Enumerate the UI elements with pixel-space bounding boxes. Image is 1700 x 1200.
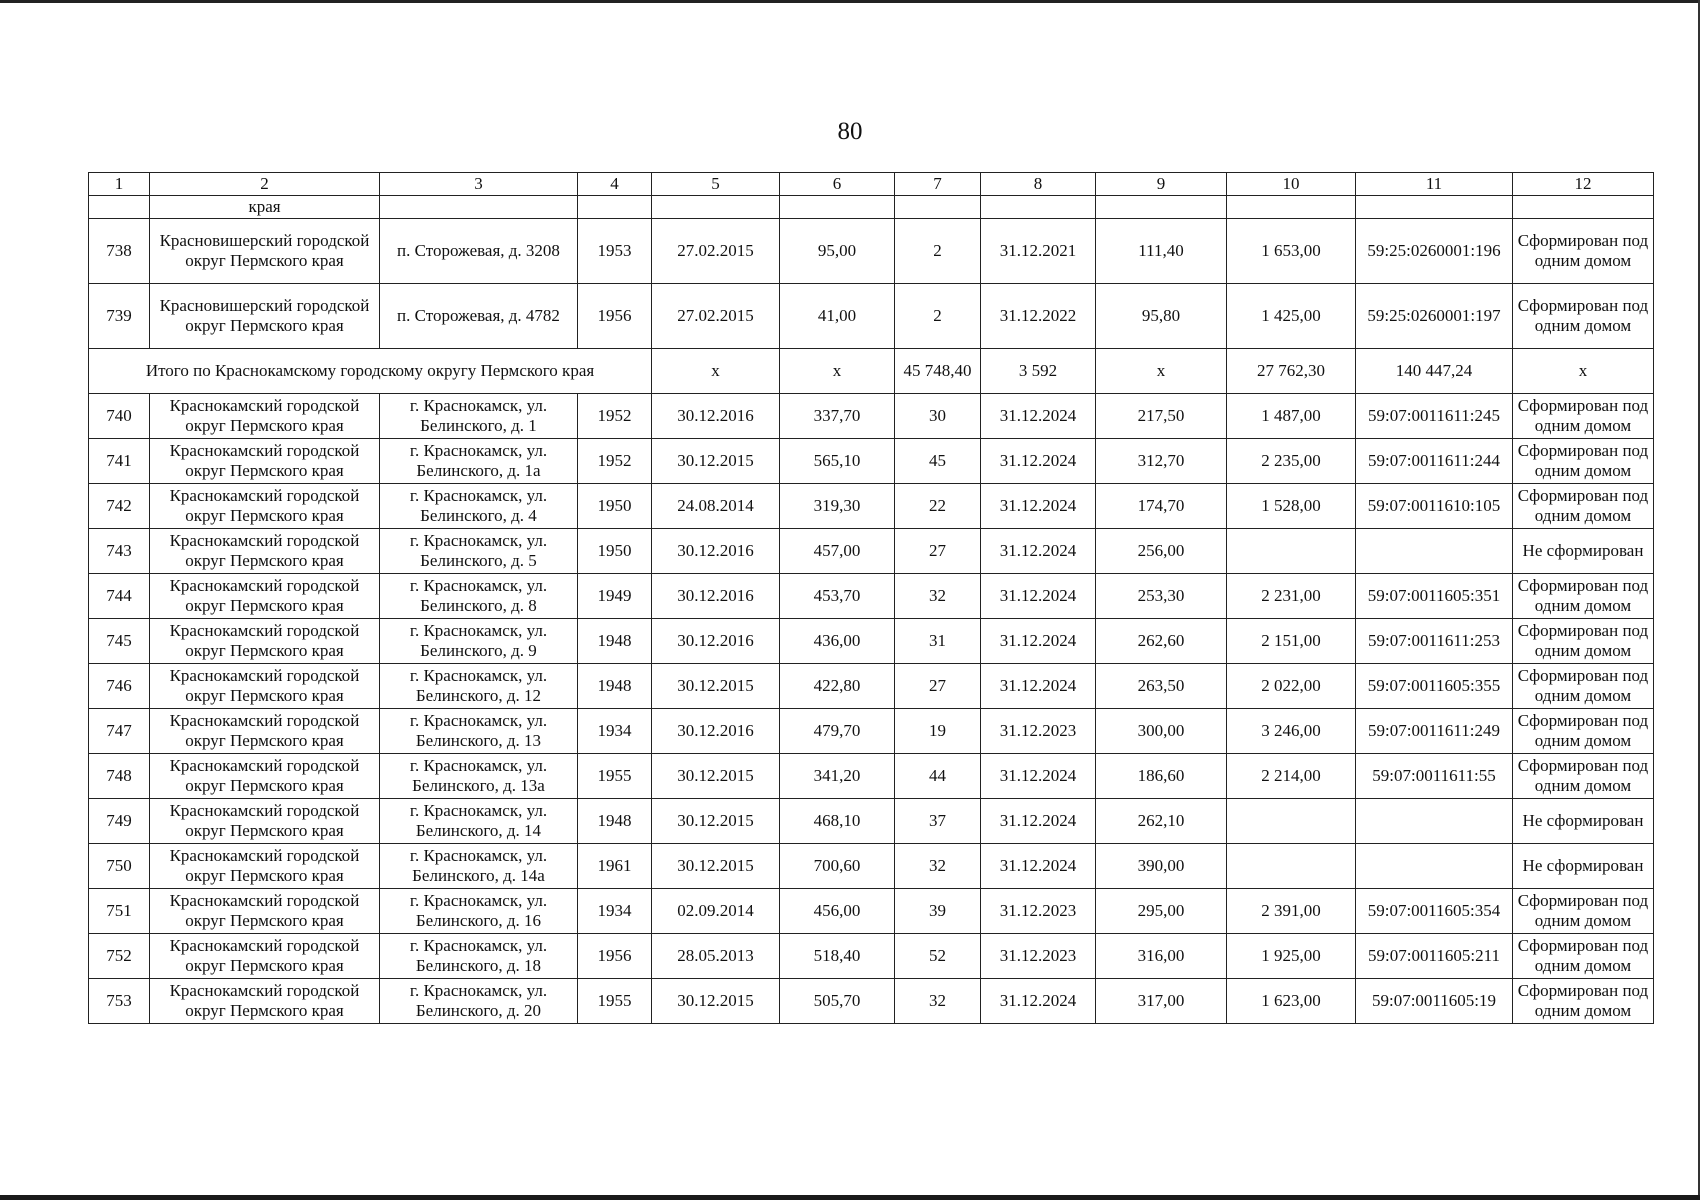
- table-row: [89, 934, 1654, 979]
- table-row: [89, 979, 1654, 1024]
- header-cell: 9: [1096, 173, 1227, 196]
- deadline-cell: 31.12.2024: [981, 844, 1096, 889]
- area-cell: 505,70: [780, 979, 895, 1024]
- cadastral-number-cell: 59:07:0011605:211: [1356, 934, 1513, 979]
- row-number: 751: [89, 889, 150, 934]
- row-number: 742: [89, 484, 150, 529]
- municipality-cell: Краснокамский городской округ Пермского края: [150, 889, 380, 934]
- land-area-cell: 2 214,00: [1227, 754, 1356, 799]
- area2-cell: 317,00: [1096, 979, 1227, 1024]
- people-cell: 27: [895, 529, 981, 574]
- year-cell: 1956: [578, 934, 652, 979]
- area-cell: 341,20: [780, 754, 895, 799]
- people-cell: 22: [895, 484, 981, 529]
- municipality-cell: Краснокамский городской округ Пермского края: [150, 934, 380, 979]
- area2-cell: 262,10: [1096, 799, 1227, 844]
- continuation-row: [89, 196, 1654, 219]
- area2-cell: 312,70: [1096, 439, 1227, 484]
- table-row: [89, 284, 1654, 349]
- row-number: 752: [89, 934, 150, 979]
- address-cell: г. Краснокамск, ул. Белинского, д. 13а: [380, 754, 578, 799]
- row-number: 740: [89, 394, 150, 439]
- deadline-cell: 31.12.2024: [981, 484, 1096, 529]
- row-number: 747: [89, 709, 150, 754]
- municipality-cell: Краснокамский городской округ Пермского края: [150, 529, 380, 574]
- date-cell: 28.05.2013: [652, 934, 780, 979]
- date-cell: 30.12.2015: [652, 439, 780, 484]
- area2-cell: 186,60: [1096, 754, 1227, 799]
- year-cell: 1950: [578, 484, 652, 529]
- people-cell: 27: [895, 664, 981, 709]
- table-row: [89, 219, 1654, 284]
- table-row: [89, 709, 1654, 754]
- deadline-cell: 31.12.2023: [981, 934, 1096, 979]
- municipality-cell: Краснокамский городской округ Пермского края: [150, 574, 380, 619]
- total-cell: x: [1513, 349, 1654, 394]
- land-area-cell: 1 925,00: [1227, 934, 1356, 979]
- deadline-cell: 31.12.2024: [981, 664, 1096, 709]
- municipality-cell: Краснокамский городской округ Пермского края: [150, 709, 380, 754]
- total-cell: x: [652, 349, 780, 394]
- cadastral-number-cell: 59:07:0011610:105: [1356, 484, 1513, 529]
- land-area-cell: 2 151,00: [1227, 619, 1356, 664]
- total-area2: 27 762,30: [1227, 349, 1356, 394]
- land-area-cell: 2 235,00: [1227, 439, 1356, 484]
- address-cell: г. Краснокамск, ул. Белинского, д. 20: [380, 979, 578, 1024]
- year-cell: 1950: [578, 529, 652, 574]
- address-cell: г. Краснокамск, ул. Белинского, д. 18: [380, 934, 578, 979]
- date-cell: 30.12.2016: [652, 709, 780, 754]
- address-cell: п. Сторожевая, д. 3208: [380, 219, 578, 284]
- total-people: 3 592: [981, 349, 1096, 394]
- total-area: 45 748,40: [895, 349, 981, 394]
- people-cell: 2: [895, 284, 981, 349]
- year-cell: 1949: [578, 574, 652, 619]
- cadastral-number-cell: 59:07:0011605:19: [1356, 979, 1513, 1024]
- total-cell: x: [780, 349, 895, 394]
- year-cell: 1952: [578, 394, 652, 439]
- deadline-cell: 31.12.2024: [981, 799, 1096, 844]
- header-cell: 11: [1356, 173, 1513, 196]
- people-cell: 31: [895, 619, 981, 664]
- date-cell: 30.12.2015: [652, 664, 780, 709]
- year-cell: 1948: [578, 619, 652, 664]
- municipality-cell: Красновишерский городской округ Пермского края: [150, 284, 380, 349]
- deadline-cell: 31.12.2024: [981, 394, 1096, 439]
- date-cell: 30.12.2016: [652, 574, 780, 619]
- area-cell: 422,80: [780, 664, 895, 709]
- status-cell: Сформирован под одним домом: [1513, 979, 1654, 1024]
- people-cell: 45: [895, 439, 981, 484]
- municipality-cell: Краснокамский городской округ Пермского края: [150, 439, 380, 484]
- cadastral-number-cell: [1356, 799, 1513, 844]
- area2-cell: 253,30: [1096, 574, 1227, 619]
- total-row: [89, 349, 1654, 394]
- area2-cell: 262,60: [1096, 619, 1227, 664]
- row-number: 739: [89, 284, 150, 349]
- status-cell: Не сформирован: [1513, 529, 1654, 574]
- row-number: 750: [89, 844, 150, 889]
- table-row: [89, 439, 1654, 484]
- people-cell: 32: [895, 574, 981, 619]
- address-cell: г. Краснокамск, ул. Белинского, д. 14а: [380, 844, 578, 889]
- scan-edge-top: [0, 0, 1700, 3]
- land-area-cell: 2 231,00: [1227, 574, 1356, 619]
- status-cell: Сформирован под одним домом: [1513, 934, 1654, 979]
- status-cell: Сформирован под одним домом: [1513, 219, 1654, 284]
- deadline-cell: 31.12.2024: [981, 979, 1096, 1024]
- year-cell: 1955: [578, 979, 652, 1024]
- cadastral-number-cell: [1356, 844, 1513, 889]
- date-cell: 30.12.2016: [652, 619, 780, 664]
- cadastral-number-cell: 59:25:0260001:196: [1356, 219, 1513, 284]
- row-number: 745: [89, 619, 150, 664]
- row-number: 749: [89, 799, 150, 844]
- people-cell: 37: [895, 799, 981, 844]
- people-cell: 52: [895, 934, 981, 979]
- area2-cell: 300,00: [1096, 709, 1227, 754]
- address-cell: г. Краснокамск, ул. Белинского, д. 14: [380, 799, 578, 844]
- status-cell: Сформирован под одним домом: [1513, 754, 1654, 799]
- row-number: 744: [89, 574, 150, 619]
- header-cell: 7: [895, 173, 981, 196]
- housing-registry-table: [88, 172, 1654, 1024]
- table-row: [89, 619, 1654, 664]
- table-row: [89, 529, 1654, 574]
- status-cell: Сформирован под одним домом: [1513, 889, 1654, 934]
- header-cell: 10: [1227, 173, 1356, 196]
- municipality-cell: Краснокамский городской округ Пермского края: [150, 394, 380, 439]
- address-cell: г. Краснокамск, ул. Белинского, д. 1а: [380, 439, 578, 484]
- area2-cell: 316,00: [1096, 934, 1227, 979]
- total-label: Итого по Краснокамскому городскому округу Пермского края: [89, 349, 652, 394]
- status-cell: Сформирован под одним домом: [1513, 709, 1654, 754]
- year-cell: 1948: [578, 664, 652, 709]
- cadastral-number-cell: 59:07:0011611:253: [1356, 619, 1513, 664]
- land-area-cell: 1 425,00: [1227, 284, 1356, 349]
- date-cell: 30.12.2016: [652, 394, 780, 439]
- year-cell: 1948: [578, 799, 652, 844]
- land-area-cell: 1 528,00: [1227, 484, 1356, 529]
- date-cell: 30.12.2015: [652, 754, 780, 799]
- table-row: [89, 754, 1654, 799]
- deadline-cell: 31.12.2024: [981, 619, 1096, 664]
- address-cell: г. Краснокамск, ул. Белинского, д. 8: [380, 574, 578, 619]
- area2-cell: 390,00: [1096, 844, 1227, 889]
- header-cell: 1: [89, 173, 150, 196]
- area-cell: 456,00: [780, 889, 895, 934]
- table-row: [89, 889, 1654, 934]
- address-cell: г. Краснокамск, ул. Белинского, д. 16: [380, 889, 578, 934]
- cadastral-number-cell: 59:07:0011605:354: [1356, 889, 1513, 934]
- area-cell: 436,00: [780, 619, 895, 664]
- status-cell: Сформирован под одним домом: [1513, 619, 1654, 664]
- land-area-cell: [1227, 844, 1356, 889]
- header-cell: 8: [981, 173, 1096, 196]
- area2-cell: 256,00: [1096, 529, 1227, 574]
- page-number: 80: [837, 118, 863, 145]
- municipality-cell: Краснокамский городской округ Пермского края: [150, 619, 380, 664]
- row-number: 741: [89, 439, 150, 484]
- address-cell: г. Краснокамск, ул. Белинского, д. 5: [380, 529, 578, 574]
- address-cell: г. Краснокамск, ул. Белинского, д. 4: [380, 484, 578, 529]
- deadline-cell: 31.12.2024: [981, 529, 1096, 574]
- area-cell: 457,00: [780, 529, 895, 574]
- area-cell: 468,10: [780, 799, 895, 844]
- municipality-cell: Краснокамский городской округ Пермского края: [150, 664, 380, 709]
- land-area-cell: [1227, 529, 1356, 574]
- year-cell: 1956: [578, 284, 652, 349]
- status-cell: Не сформирован: [1513, 844, 1654, 889]
- land-area-cell: 1 653,00: [1227, 219, 1356, 284]
- land-area-cell: [1227, 799, 1356, 844]
- row-number: 743: [89, 529, 150, 574]
- year-cell: 1934: [578, 889, 652, 934]
- area2-cell: 295,00: [1096, 889, 1227, 934]
- address-cell: г. Краснокамск, ул. Белинского, д. 1: [380, 394, 578, 439]
- table-row: [89, 574, 1654, 619]
- municipality-cell: Краснокамский городской округ Пермского края: [150, 484, 380, 529]
- date-cell: 27.02.2015: [652, 284, 780, 349]
- deadline-cell: 31.12.2023: [981, 709, 1096, 754]
- area-cell: 700,60: [780, 844, 895, 889]
- date-cell: 02.09.2014: [652, 889, 780, 934]
- land-area-cell: 1 623,00: [1227, 979, 1356, 1024]
- municipality-cell: Красновишерский городской округ Пермского края: [150, 219, 380, 284]
- area2-cell: 263,50: [1096, 664, 1227, 709]
- people-cell: 39: [895, 889, 981, 934]
- status-cell: Сформирован под одним домом: [1513, 284, 1654, 349]
- people-cell: 2: [895, 219, 981, 284]
- cadastral-number-cell: [1356, 529, 1513, 574]
- continuation-text: края: [150, 196, 380, 219]
- header-cell: 5: [652, 173, 780, 196]
- total-cell: x: [1096, 349, 1227, 394]
- header-cell: 12: [1513, 173, 1654, 196]
- municipality-cell: Краснокамский городской округ Пермского края: [150, 844, 380, 889]
- deadline-cell: 31.12.2024: [981, 439, 1096, 484]
- address-cell: г. Краснокамск, ул. Белинского, д. 12: [380, 664, 578, 709]
- land-area-cell: 3 246,00: [1227, 709, 1356, 754]
- municipality-cell: Краснокамский городской округ Пермского края: [150, 754, 380, 799]
- date-cell: 30.12.2015: [652, 844, 780, 889]
- land-area-cell: 1 487,00: [1227, 394, 1356, 439]
- people-cell: 19: [895, 709, 981, 754]
- date-cell: 30.12.2016: [652, 529, 780, 574]
- deadline-cell: 31.12.2022: [981, 284, 1096, 349]
- area-cell: 337,70: [780, 394, 895, 439]
- status-cell: Сформирован под одним домом: [1513, 394, 1654, 439]
- date-cell: 27.02.2015: [652, 219, 780, 284]
- table-row: [89, 664, 1654, 709]
- row-number: 738: [89, 219, 150, 284]
- cadastral-number-cell: 59:07:0011605:355: [1356, 664, 1513, 709]
- people-cell: 32: [895, 979, 981, 1024]
- cadastral-number-cell: 59:25:0260001:197: [1356, 284, 1513, 349]
- header-cell: 6: [780, 173, 895, 196]
- status-cell: Сформирован под одним домом: [1513, 574, 1654, 619]
- cadastral-number-cell: 59:07:0011611:55: [1356, 754, 1513, 799]
- people-cell: 44: [895, 754, 981, 799]
- row-number: 753: [89, 979, 150, 1024]
- area2-cell: 174,70: [1096, 484, 1227, 529]
- status-cell: Сформирован под одним домом: [1513, 439, 1654, 484]
- table-row: [89, 394, 1654, 439]
- deadline-cell: 31.12.2024: [981, 574, 1096, 619]
- year-cell: 1952: [578, 439, 652, 484]
- people-cell: 30: [895, 394, 981, 439]
- cadastral-number-cell: 59:07:0011605:351: [1356, 574, 1513, 619]
- area-cell: 565,10: [780, 439, 895, 484]
- status-cell: Сформирован под одним домом: [1513, 664, 1654, 709]
- municipality-cell: Краснокамский городской округ Пермского края: [150, 799, 380, 844]
- year-cell: 1953: [578, 219, 652, 284]
- deadline-cell: 31.12.2024: [981, 754, 1096, 799]
- date-cell: 30.12.2015: [652, 799, 780, 844]
- status-cell: Сформирован под одним домом: [1513, 484, 1654, 529]
- total-land-area: 140 447,24: [1356, 349, 1513, 394]
- table-row: [89, 844, 1654, 889]
- area-cell: 479,70: [780, 709, 895, 754]
- land-area-cell: 2 391,00: [1227, 889, 1356, 934]
- area-cell: 453,70: [780, 574, 895, 619]
- deadline-cell: 31.12.2023: [981, 889, 1096, 934]
- year-cell: 1934: [578, 709, 652, 754]
- area2-cell: 217,50: [1096, 394, 1227, 439]
- cadastral-number-cell: 59:07:0011611:249: [1356, 709, 1513, 754]
- year-cell: 1961: [578, 844, 652, 889]
- area2-cell: 111,40: [1096, 219, 1227, 284]
- row-number: 748: [89, 754, 150, 799]
- header-cell: 2: [150, 173, 380, 196]
- address-cell: г. Краснокамск, ул. Белинского, д. 9: [380, 619, 578, 664]
- year-cell: 1955: [578, 754, 652, 799]
- area2-cell: 95,80: [1096, 284, 1227, 349]
- land-area-cell: 2 022,00: [1227, 664, 1356, 709]
- scan-edge-bottom: [0, 1195, 1700, 1200]
- row-number: 746: [89, 664, 150, 709]
- date-cell: 24.08.2014: [652, 484, 780, 529]
- column-number-header-row: [89, 173, 1654, 196]
- cadastral-number-cell: 59:07:0011611:244: [1356, 439, 1513, 484]
- address-cell: п. Сторожевая, д. 4782: [380, 284, 578, 349]
- area-cell: 41,00: [780, 284, 895, 349]
- people-cell: 32: [895, 844, 981, 889]
- status-cell: Не сформирован: [1513, 799, 1654, 844]
- header-cell: 4: [578, 173, 652, 196]
- header-cell: 3: [380, 173, 578, 196]
- deadline-cell: 31.12.2021: [981, 219, 1096, 284]
- table-row: [89, 484, 1654, 529]
- area-cell: 518,40: [780, 934, 895, 979]
- date-cell: 30.12.2015: [652, 979, 780, 1024]
- municipality-cell: Краснокамский городской округ Пермского края: [150, 979, 380, 1024]
- cadastral-number-cell: 59:07:0011611:245: [1356, 394, 1513, 439]
- table-row: [89, 799, 1654, 844]
- address-cell: г. Краснокамск, ул. Белинского, д. 13: [380, 709, 578, 754]
- area-cell: 95,00: [780, 219, 895, 284]
- area-cell: 319,30: [780, 484, 895, 529]
